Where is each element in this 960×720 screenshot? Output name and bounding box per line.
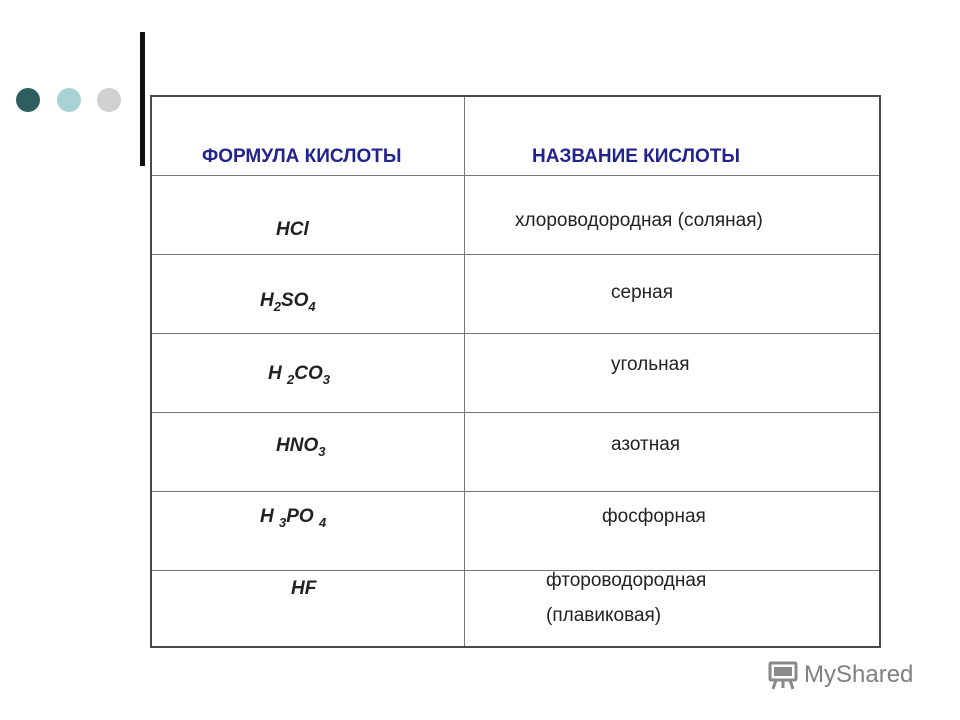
acids-table xyxy=(150,95,881,648)
decor-dot-teal xyxy=(57,88,81,112)
presentation-screen-icon xyxy=(768,660,798,690)
formula-hcl: HCl xyxy=(276,219,309,240)
acid-name: угольная xyxy=(611,354,690,375)
formula-hf: HF xyxy=(291,578,317,599)
column-divider xyxy=(464,97,465,646)
decor-dot-dark xyxy=(16,88,40,112)
acid-name: фосфорная xyxy=(602,506,706,527)
acid-name: серная xyxy=(611,282,673,303)
row-divider xyxy=(152,412,879,413)
formula-h2co3: H $_2CO_3$ xyxy=(268,363,330,387)
acid-name: хлороводородная (соляная) xyxy=(515,210,763,231)
row-divider xyxy=(152,333,879,334)
acid-name-line1: фтороводородная xyxy=(546,570,707,591)
formula-h3po4: H $_3$PO $_4$ xyxy=(260,506,327,530)
row-divider xyxy=(152,175,879,176)
acid-name: азотная xyxy=(611,434,681,455)
acid-name-line2: (плавиковая) xyxy=(546,605,662,626)
header-name: НАЗВАНИЕ КИСЛОТЫ xyxy=(532,146,740,167)
logo-text: MyShared xyxy=(804,661,914,688)
row-divider xyxy=(152,570,879,571)
myshared-logo xyxy=(768,658,913,692)
header-formula: ФОРМУЛА КИСЛОТЫ xyxy=(202,146,402,167)
decor-vertical-bar xyxy=(140,32,145,166)
formula-h2so4: $H_2SO_4$ xyxy=(260,290,316,314)
row-divider xyxy=(152,254,879,255)
row-divider xyxy=(152,491,879,492)
formula-hno3: $HNO_3$ xyxy=(276,435,326,459)
decor-dot-gray xyxy=(97,88,121,112)
